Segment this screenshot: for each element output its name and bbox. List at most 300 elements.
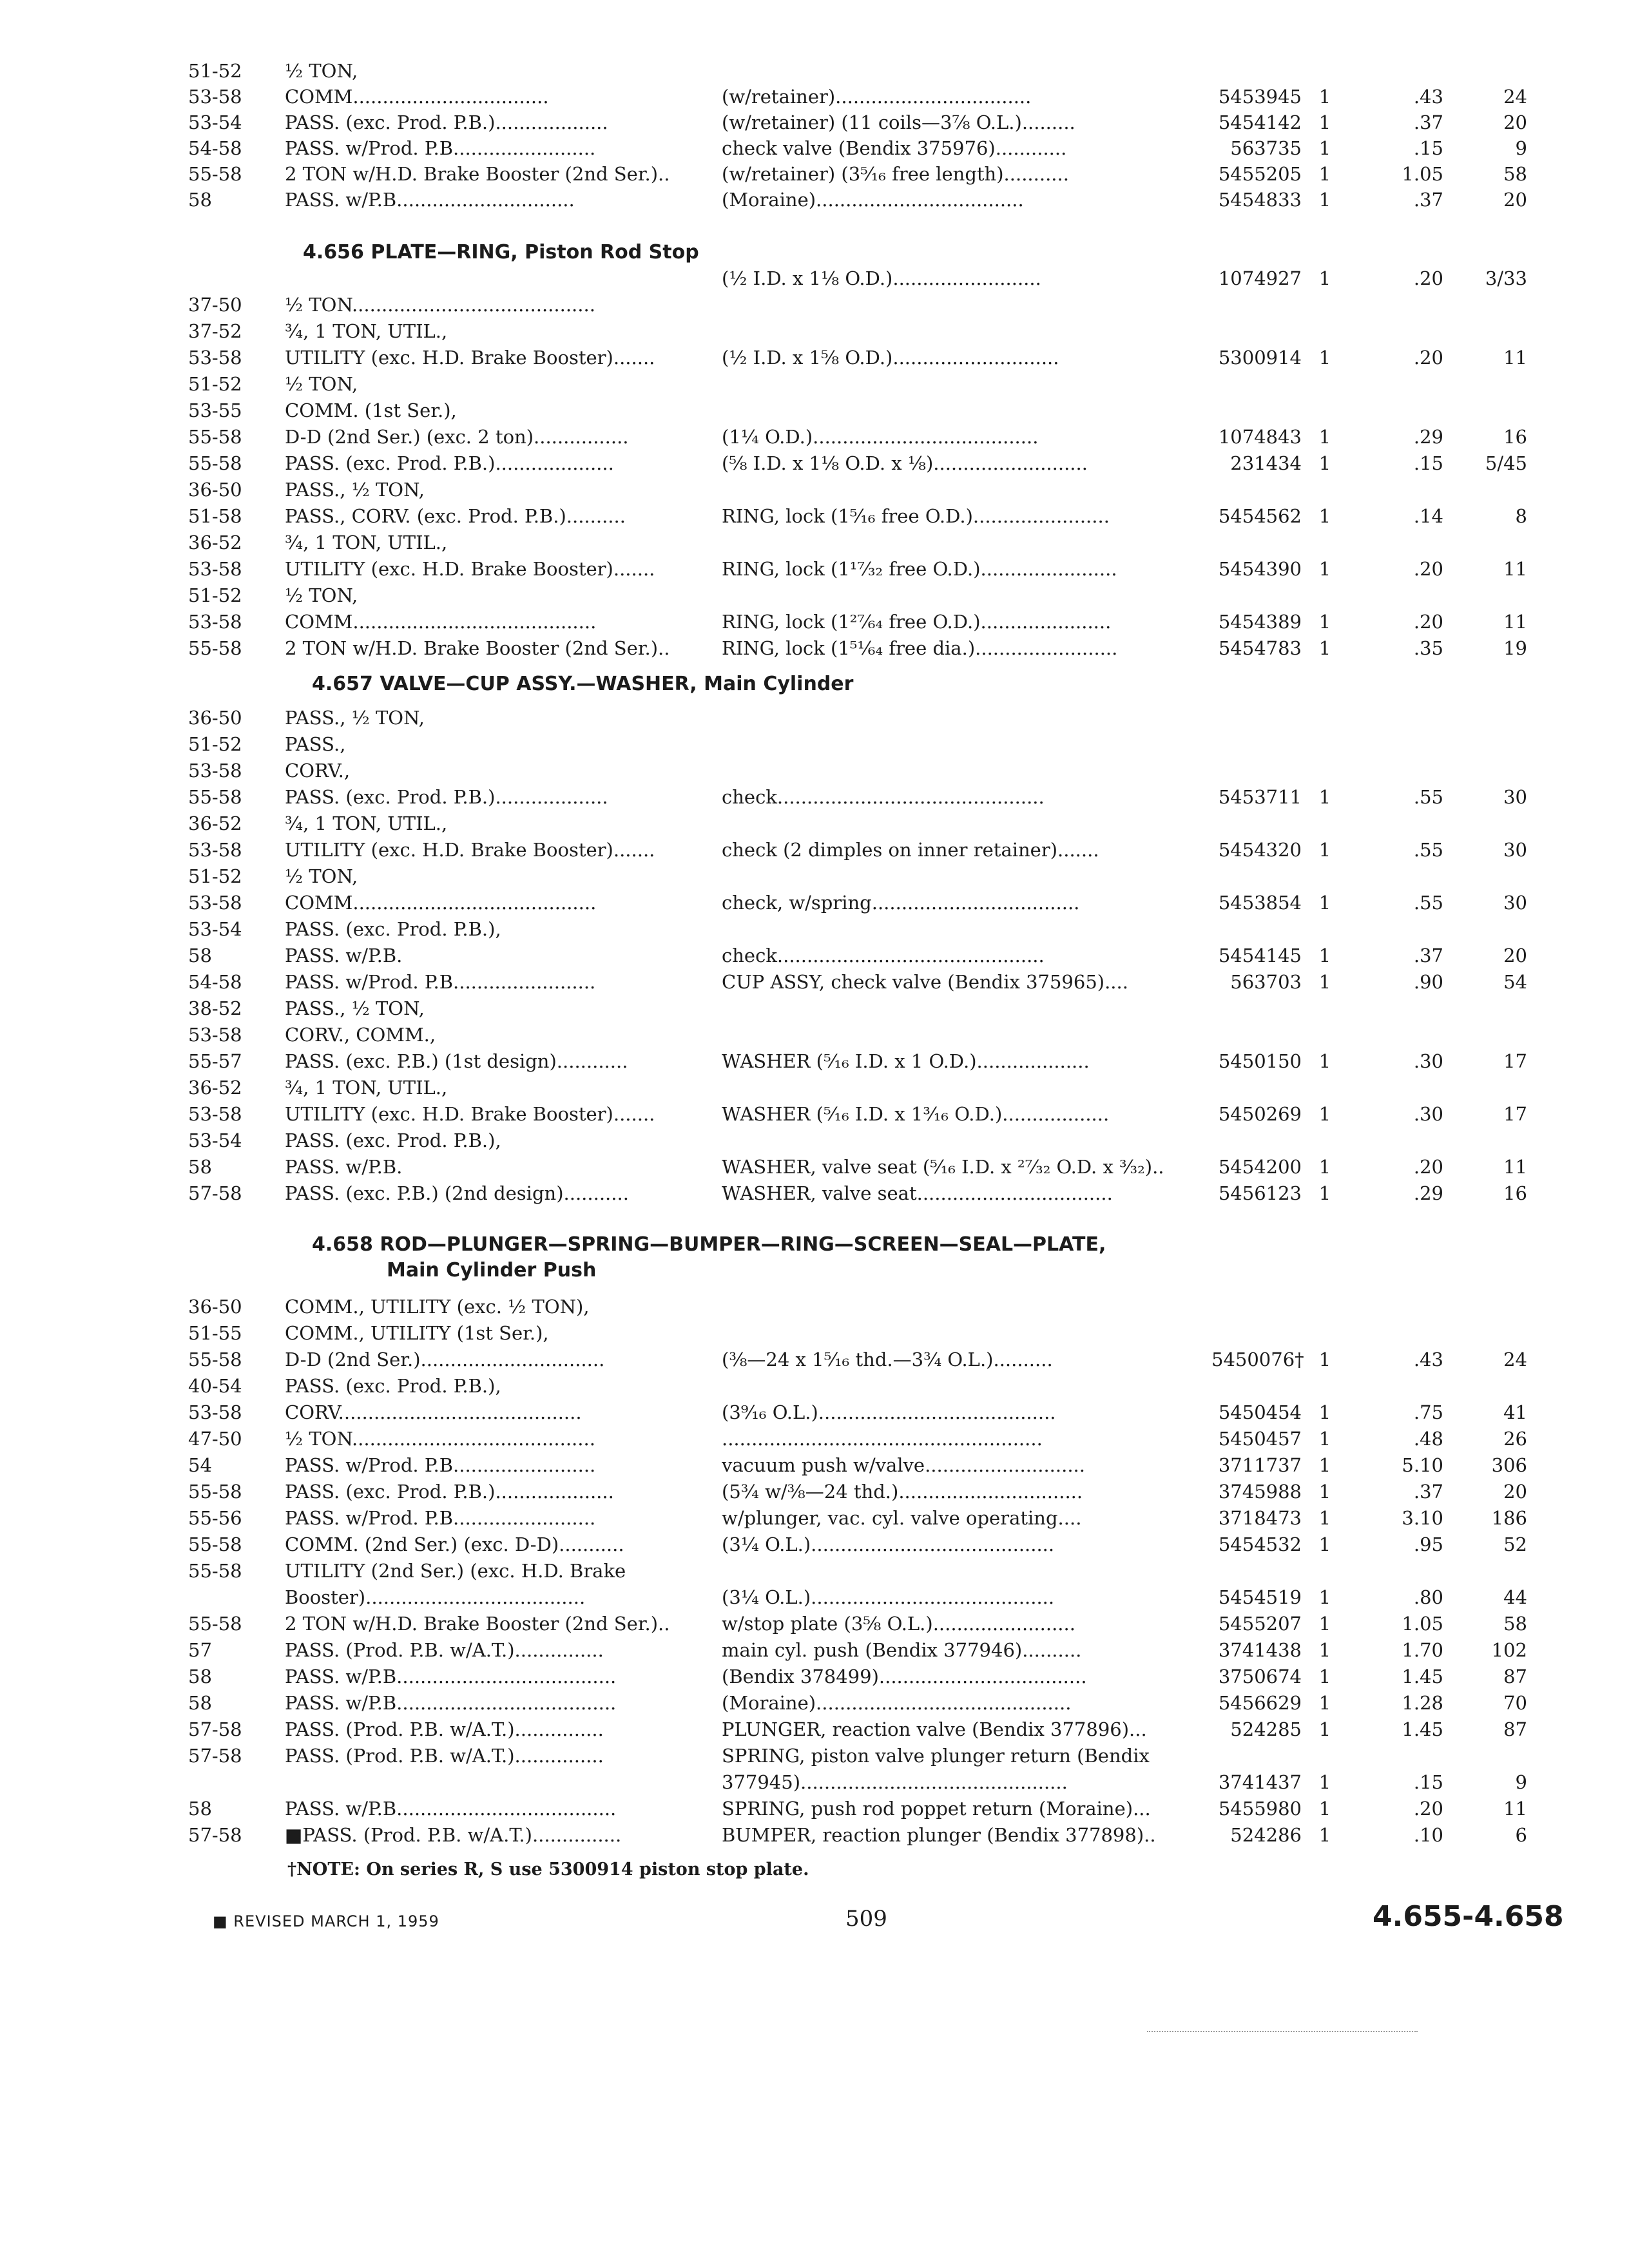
years-cell: 47-50 [188,1428,242,1450]
parts-row [0,398,1629,423]
model-cell: PASS. (exc. Prod. P.B.).................... [285,1481,614,1503]
quantity-cell: 1 [1318,111,1331,133]
years-cell: 57-58 [188,1718,242,1740]
model-cell: COMM. (1st Ser.), [285,399,457,421]
parts-row [0,450,1629,476]
model-cell: PASS. w/Prod. P.B........................ [285,971,596,993]
years-cell: 36-52 [188,532,242,553]
part-number-cell: 5454532 [1218,1533,1302,1555]
parts-row [0,1532,1629,1557]
years-cell: 55-58 [188,1349,242,1370]
years-cell: 55-58 [188,1613,242,1635]
description-cell: BUMPER, reaction plunger (Bendix 377898).. [722,1824,1156,1846]
model-cell: PASS. w/Prod. P.B........................ [285,1507,596,1529]
years-cell: 53-58 [188,347,242,369]
years-cell: 53-54 [188,918,242,940]
list-cell: 24 [1503,86,1527,108]
description-cell: (w/retainer) (3⁵⁄₁₆ free length)........... [722,163,1069,185]
list-cell: 20 [1503,189,1527,211]
part-number-cell: 5450454 [1218,1401,1302,1423]
list-cell: 11 [1503,1798,1527,1820]
description-cell: RING, lock (1²⁷⁄₆₄ free O.D.)...................... [722,611,1112,633]
years-cell: 54 [188,1454,212,1476]
part-number-cell: 5454145 [1218,945,1302,966]
parts-row [0,1796,1629,1821]
years-cell: 57-58 [188,1745,242,1767]
quantity-cell: 1 [1318,1182,1331,1204]
model-cell: D-D (2nd Ser.) (exc. 2 ton)................ [285,426,629,448]
model-cell: ■PASS. (Prod. P.B. w/A.T.)............... [285,1824,622,1846]
parts-row [0,110,1629,135]
description-cell: (3⁹⁄₁₆ O.L.)........................................ [722,1401,1056,1423]
model-cell: UTILITY (exc. H.D. Brake Booster)....... [285,839,655,861]
price-cell: .20 [1413,267,1443,289]
part-number-cell: 5454320 [1218,839,1302,861]
model-cell: 2 TON w/H.D. Brake Booster (2nd Ser.).. [285,637,670,659]
quantity-cell: 1 [1318,189,1331,211]
parts-row [0,1743,1629,1769]
years-cell: 40-54 [188,1375,242,1397]
price-cell: .29 [1413,426,1443,448]
quantity-cell: 1 [1318,892,1331,914]
part-number-cell: 5456629 [1218,1692,1302,1714]
model-cell: COMM......................................... [285,611,597,633]
page-number: 509 [845,1906,887,1932]
parts-row [0,943,1629,968]
years-cell: 51-58 [188,505,242,527]
years-cell: 57 [188,1639,212,1661]
quantity-cell: 1 [1318,1771,1331,1793]
parts-row [0,1075,1629,1100]
description-cell: WASHER (⁵⁄₁₆ I.D. x 1 O.D.)................... [722,1050,1090,1072]
part-number-cell: 231434 [1230,452,1302,474]
model-cell: PASS., ½ TON, [285,707,425,729]
parts-row [0,635,1629,661]
parts-row [0,916,1629,942]
list-cell: 52 [1503,1533,1527,1555]
model-cell: CORV., [285,760,351,782]
years-cell: 53-58 [188,760,242,782]
quantity-cell: 1 [1318,1507,1331,1529]
list-cell: 306 [1491,1454,1527,1476]
model-cell: 2 TON w/H.D. Brake Booster (2nd Ser.).. [285,1613,670,1635]
part-number-cell: 5450150 [1218,1050,1302,1072]
model-cell: PASS. (exc. Prod. P.B.)................... [285,786,608,808]
description-cell: 377945)............................................. [722,1771,1068,1793]
parts-row [0,345,1629,370]
years-cell: 36-50 [188,479,242,501]
list-cell: 8 [1515,505,1527,527]
model-cell: COMM. (2nd Ser.) (exc. D-D)........... [285,1533,624,1555]
description-cell: RING, lock (1¹⁷⁄₃₂ free O.D.)....................... [722,558,1117,580]
years-cell: 53-58 [188,86,242,108]
price-cell: .37 [1413,945,1443,966]
price-cell: 1.28 [1402,1692,1443,1714]
part-number-cell: 5455205 [1218,163,1302,185]
years-cell: 51-52 [188,584,242,606]
parts-row [0,1294,1629,1320]
parts-row [0,1769,1629,1795]
parts-row [0,758,1629,783]
part-number-cell: 524286 [1230,1824,1302,1846]
model-cell: ½ TON, [285,584,358,606]
list-cell: 11 [1503,347,1527,369]
parts-row [0,1452,1629,1478]
description-cell: (½ I.D. x 1⅝ O.D.)............................ [722,347,1059,369]
parts-row [0,1180,1629,1206]
years-cell: 53-54 [188,1129,242,1151]
part-number-cell: 5450269 [1218,1103,1302,1125]
years-cell: 51-52 [188,373,242,395]
model-cell: PASS., ½ TON, [285,479,425,501]
model-cell: PASS. (exc. Prod. P.B.)................... [285,111,608,133]
quantity-cell: 1 [1318,1156,1331,1178]
parts-row [0,1637,1629,1663]
description-cell: w/stop plate (3⅝ O.L.)........................ [722,1613,1075,1635]
model-cell: PASS., [285,733,346,755]
years-cell: 55-58 [188,452,242,474]
model-cell: UTILITY (exc. H.D. Brake Booster)....... [285,558,655,580]
quantity-cell: 1 [1318,1798,1331,1820]
quantity-cell: 1 [1318,347,1331,369]
list-cell: 11 [1503,558,1527,580]
description-cell: RING, lock (1⁵¹⁄₆₄ free dia.)........................ [722,637,1118,659]
list-cell: 3/33 [1485,267,1527,289]
part-number-cell: 3711737 [1218,1454,1302,1476]
model-cell: CORV., COMM., [285,1024,436,1046]
price-cell: .55 [1413,839,1443,861]
model-cell: PASS. (Prod. P.B. w/A.T.)............... [285,1745,604,1767]
description-cell: WASHER, valve seat (⁵⁄₁₆ I.D. x ²⁷⁄₃₂ O.D. x ³⁄₃₂).. [722,1156,1164,1178]
part-number-cell: 1074843 [1218,426,1302,448]
price-cell: .14 [1413,505,1443,527]
part-number-cell: 5456123 [1218,1182,1302,1204]
price-cell: .80 [1413,1586,1443,1608]
list-cell: 44 [1503,1586,1527,1608]
quantity-cell: 1 [1318,1428,1331,1450]
parts-row [0,161,1629,187]
price-cell: .20 [1413,558,1443,580]
price-cell: 3.10 [1402,1507,1443,1529]
description-cell: check valve (Bendix 375976)............ [722,137,1067,159]
parts-row [0,135,1629,161]
parts-row [0,582,1629,608]
parts-row [0,187,1629,213]
model-cell: ½ TON, [285,60,358,82]
price-cell: .20 [1413,611,1443,633]
quantity-cell: 1 [1318,1613,1331,1635]
price-cell: .37 [1413,111,1443,133]
parts-row [0,863,1629,889]
list-cell: 9 [1515,1771,1527,1793]
model-cell: PASS., ½ TON, [285,997,425,1019]
part-number-cell: 5453945 [1218,86,1302,108]
model-cell: PASS. (exc. Prod. P.B.), [285,1375,501,1397]
model-cell: PASS. (exc. Prod. P.B.), [285,918,501,940]
list-cell: 102 [1491,1639,1527,1661]
list-cell: 16 [1503,1182,1527,1204]
part-number-cell: 5454783 [1218,637,1302,659]
parts-row [0,890,1629,916]
price-cell: .15 [1413,1771,1443,1793]
model-cell: ½ TON......................................... [285,1428,595,1450]
price-cell: 1.05 [1402,163,1443,185]
part-number-cell: 5454142 [1218,111,1302,133]
price-cell: .20 [1413,347,1443,369]
list-cell: 41 [1503,1401,1527,1423]
part-number-cell: 1074927 [1218,267,1302,289]
quantity-cell: 1 [1318,971,1331,993]
parts-row [0,705,1629,731]
years-cell: 53-58 [188,892,242,914]
model-cell: PASS. w/P.B. [285,1156,403,1178]
quantity-cell: 1 [1318,505,1331,527]
part-number-cell: 5455207 [1218,1613,1302,1635]
description-cell: SPRING, piston valve plunger return (Bendix [722,1745,1150,1767]
description-cell: check............................................. [722,786,1045,808]
part-number-cell: 5450076† [1211,1349,1304,1370]
quantity-cell: 1 [1318,1401,1331,1423]
price-cell: .90 [1413,971,1443,993]
parts-row [0,1664,1629,1689]
price-cell: .48 [1413,1428,1443,1450]
parts-row [0,1320,1629,1346]
description-cell: (3¼ O.L.)......................................... [722,1533,1055,1555]
quantity-cell: 1 [1318,1103,1331,1125]
list-cell: 58 [1503,163,1527,185]
model-cell: PASS. w/P.B..................................... [285,1692,617,1714]
parts-row [0,530,1629,555]
model-cell: 2 TON w/H.D. Brake Booster (2nd Ser.).. [285,163,670,185]
part-number-cell: 3718473 [1218,1507,1302,1529]
description-cell: vacuum push w/valve........................... [722,1454,1085,1476]
quantity-cell: 1 [1318,945,1331,966]
section-heading-4658-line2: Main Cylinder Push [387,1259,597,1282]
years-cell: 37-52 [188,320,242,342]
list-cell: 87 [1503,1718,1527,1740]
model-cell: ½ TON, [285,373,358,395]
parts-row [0,995,1629,1021]
parts-row [0,503,1629,529]
part-number-cell: 563703 [1230,971,1302,993]
years-cell: 58 [188,1692,212,1714]
quantity-cell: 1 [1318,786,1331,808]
list-cell: 30 [1503,839,1527,861]
quantity-cell: 1 [1318,426,1331,448]
description-cell: (⅝ I.D. x 1⅛ O.D. x ⅛).......................... [722,452,1088,474]
quantity-cell: 1 [1318,1692,1331,1714]
price-cell: 1.45 [1402,1666,1443,1687]
model-cell: Booster)..................................... [285,1586,586,1608]
years-cell: 58 [188,1666,212,1687]
parts-row [0,371,1629,397]
list-cell: 6 [1515,1824,1527,1846]
years-cell: 38-52 [188,997,242,1019]
description-cell: main cyl. push (Bendix 377946).......... [722,1639,1082,1661]
model-cell: PASS. (exc. P.B.) (1st design)............ [285,1050,628,1072]
years-cell: 53-58 [188,1024,242,1046]
list-cell: 17 [1503,1103,1527,1125]
description-cell: check, w/spring................................... [722,892,1080,914]
part-number-cell: 3741438 [1218,1639,1302,1661]
parts-row [0,292,1629,318]
price-cell: .20 [1413,1798,1443,1820]
years-cell: 54-58 [188,137,242,159]
parts-row [0,1505,1629,1531]
scan-artifact-line [1147,2031,1418,2032]
price-cell: 1.70 [1402,1639,1443,1661]
model-cell: CORV......................................... [285,1401,582,1423]
quantity-cell: 1 [1318,1586,1331,1608]
years-cell: 53-58 [188,1401,242,1423]
model-cell: UTILITY (2nd Ser.) (exc. H.D. Brake [285,1560,626,1582]
part-number-cell: 5455980 [1218,1798,1302,1820]
description-cell: PLUNGER, reaction valve (Bendix 377896)... [722,1718,1147,1740]
model-cell: UTILITY (exc. H.D. Brake Booster)....... [285,1103,655,1125]
parts-row [0,1822,1629,1848]
model-cell: ¾, 1 TON, UTIL., [285,1077,448,1099]
parts-row [0,1584,1629,1610]
years-cell: 51-52 [188,60,242,82]
list-cell: 19 [1503,637,1527,659]
years-cell: 58 [188,945,212,966]
description-cell: check (2 dimples on inner retainer)....... [722,839,1099,861]
model-cell: ¾, 1 TON, UTIL., [285,320,448,342]
price-cell: 1.45 [1402,1718,1443,1740]
model-cell: COMM., UTILITY (exc. ½ TON), [285,1296,590,1318]
description-cell: (⅜—24 x 1⁵⁄₁₆ thd.—3¾ O.L.).......... [722,1349,1053,1370]
years-cell: 36-52 [188,1077,242,1099]
description-cell: RING, lock (1⁵⁄₁₆ free O.D.)....................... [722,505,1110,527]
years-cell: 55-56 [188,1507,242,1529]
model-cell: COMM................................. [285,86,549,108]
model-cell: PASS. (exc. Prod. P.B.).................... [285,452,614,474]
list-cell: 58 [1503,1613,1527,1635]
quantity-cell: 1 [1318,558,1331,580]
parts-row [0,1048,1629,1074]
parts-row [0,969,1629,995]
parts-row [0,784,1629,810]
parts-row [0,424,1629,450]
list-cell: 11 [1503,611,1527,633]
quantity-cell: 1 [1318,611,1331,633]
price-cell: .55 [1413,892,1443,914]
parts-row [0,1101,1629,1127]
parts-row [0,1347,1629,1372]
model-cell: PASS. w/P.B..................................... [285,1666,617,1687]
model-cell: COMM......................................... [285,892,597,914]
part-number-cell: 5453854 [1218,892,1302,914]
years-cell: 55-58 [188,163,242,185]
years-cell: 55-57 [188,1050,242,1072]
parts-row [0,477,1629,503]
years-cell: 51-52 [188,865,242,887]
description-cell: check............................................. [722,945,1045,966]
part-number-cell: 563735 [1230,137,1302,159]
part-number-cell: 5453711 [1218,786,1302,808]
description-cell: (Moraine)................................... [722,189,1024,211]
part-number-cell: 5450457 [1218,1428,1302,1450]
description-cell: (Bendix 378499)................................... [722,1666,1087,1687]
years-cell: 57-58 [188,1182,242,1204]
price-cell: .43 [1413,86,1443,108]
price-cell: .15 [1413,137,1443,159]
list-cell: 20 [1503,1481,1527,1503]
model-cell: PASS. (Prod. P.B. w/A.T.)............... [285,1639,604,1661]
revision-note: ■ REVISED MARCH 1, 1959 [213,1912,439,1930]
part-number-cell: 5454200 [1218,1156,1302,1178]
years-cell: 36-50 [188,707,242,729]
model-cell: PASS. w/P.B. [285,945,403,966]
years-cell: 53-58 [188,558,242,580]
price-cell: .35 [1413,637,1443,659]
model-cell: PASS., CORV. (exc. Prod. P.B.).......... [285,505,626,527]
description-cell: WASHER (⁵⁄₁₆ I.D. x 1³⁄₁₆ O.D.).................. [722,1103,1110,1125]
years-cell: 53-58 [188,839,242,861]
parts-row [0,84,1629,110]
description-cell: (1¼ O.D.)...................................... [722,426,1039,448]
quantity-cell: 1 [1318,1349,1331,1370]
parts-row [0,58,1629,84]
model-cell: PASS. w/P.B.............................. [285,189,575,211]
quantity-cell: 1 [1318,86,1331,108]
description-cell: (w/retainer)................................. [722,86,1032,108]
price-cell: .95 [1413,1533,1443,1555]
years-cell: 53-58 [188,611,242,633]
part-number-cell: 3750674 [1218,1666,1302,1687]
model-cell: ½ TON......................................... [285,294,595,316]
description-cell: CUP ASSY, check valve (Bendix 375965).... [722,971,1128,993]
price-cell: .29 [1413,1182,1443,1204]
part-number-cell: 5454833 [1218,189,1302,211]
years-cell: 58 [188,1156,212,1178]
footnote: †NOTE: On series R, S use 5300914 piston stop plate. [287,1860,809,1879]
list-cell: 30 [1503,892,1527,914]
model-cell: D-D (2nd Ser.)............................... [285,1349,605,1370]
quantity-cell: 1 [1318,839,1331,861]
price-cell: .15 [1413,452,1443,474]
description-cell: (Moraine)........................................... [722,1692,1072,1714]
model-cell: PASS. (exc. P.B.) (2nd design)........... [285,1182,629,1204]
quantity-cell: 1 [1318,452,1331,474]
parts-row [0,1128,1629,1153]
parts-row [0,1558,1629,1584]
part-number-cell: 5300914 [1218,347,1302,369]
part-number-cell: 5454519 [1218,1586,1302,1608]
parts-row [0,1373,1629,1399]
years-cell: 55-58 [188,1533,242,1555]
parts-row [0,265,1629,291]
model-cell: ½ TON, [285,865,358,887]
quantity-cell: 1 [1318,1050,1331,1072]
list-cell: 24 [1503,1349,1527,1370]
list-cell: 11 [1503,1156,1527,1178]
description-cell: (w/retainer) (11 coils—3⅞ O.L.)......... [722,111,1075,133]
list-cell: 87 [1503,1666,1527,1687]
years-cell: 37-50 [188,294,242,316]
parts-row [0,1022,1629,1048]
list-cell: 26 [1503,1428,1527,1450]
list-cell: 20 [1503,945,1527,966]
years-cell: 54-58 [188,971,242,993]
parts-row [0,1154,1629,1180]
quantity-cell: 1 [1318,1666,1331,1687]
description-cell: (5¾ w/⅜—24 thd.)............................... [722,1481,1083,1503]
price-cell: .37 [1413,189,1443,211]
years-cell: 57-58 [188,1824,242,1846]
part-number-cell: 5454390 [1218,558,1302,580]
years-cell: 53-55 [188,399,242,421]
